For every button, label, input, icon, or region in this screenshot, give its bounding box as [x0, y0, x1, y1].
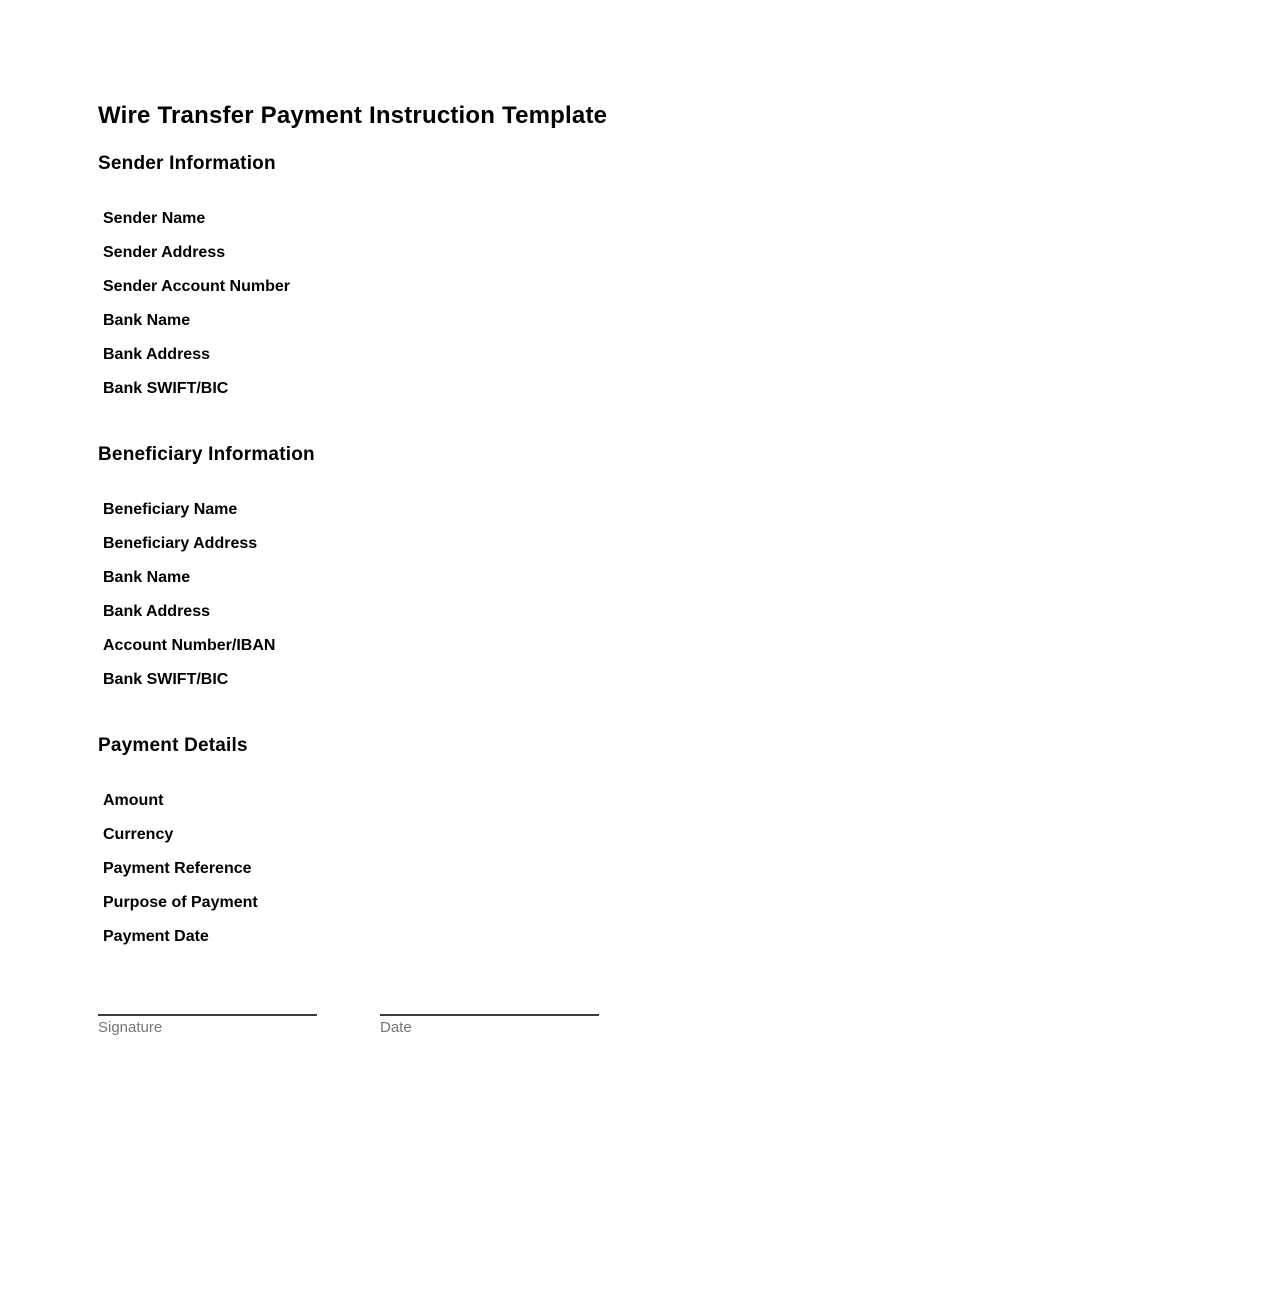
field-list-sender: [98, 202, 1278, 406]
field-label-beneficiary-bank-address: Bank Address: [103, 603, 210, 620]
field-label-payment-reference: Payment Reference: [103, 860, 252, 877]
section-beneficiary-information: [98, 444, 1278, 697]
section-heading-payment-details: Payment Details: [98, 735, 248, 756]
signature-label: Signature: [98, 1019, 163, 1036]
field-label-sender-address: Sender Address: [103, 244, 226, 261]
field-label-purpose-of-payment: Purpose of Payment: [103, 894, 258, 911]
field-label-sender-account-number: Sender Account Number: [103, 278, 290, 295]
field-list-payment: [98, 784, 1278, 954]
section-heading-sender-information: Sender Information: [98, 153, 276, 174]
field-label-sender-bank-address: Bank Address: [103, 346, 210, 363]
field-label-sender-bank-name: Bank Name: [103, 312, 191, 329]
field-label-sender-bank-swift-bic: Bank SWIFT/BIC: [103, 380, 229, 397]
page-title: Wire Transfer Payment Instruction Template: [98, 102, 608, 129]
section-sender-information: [98, 153, 1278, 406]
signature-block: [98, 1014, 1278, 1037]
field-list-beneficiary: [98, 493, 1278, 697]
field-label-currency: Currency: [103, 826, 174, 843]
section-heading-beneficiary-information: Beneficiary Information: [98, 444, 315, 465]
date-line: [380, 1014, 599, 1037]
field-label-beneficiary-address: Beneficiary Address: [103, 535, 258, 552]
field-label-sender-name: Sender Name: [103, 210, 206, 227]
field-label-beneficiary-name: Beneficiary Name: [103, 501, 238, 518]
section-payment-details: [98, 735, 1278, 954]
field-label-payment-date: Payment Date: [103, 928, 209, 945]
signature-line: [98, 1014, 317, 1037]
field-label-amount: Amount: [103, 792, 164, 809]
field-label-beneficiary-bank-name: Bank Name: [103, 569, 191, 586]
date-label: Date: [380, 1019, 412, 1036]
field-label-account-number-iban: Account Number/IBAN: [103, 637, 276, 654]
field-label-beneficiary-bank-swift-bic: Bank SWIFT/BIC: [103, 671, 229, 688]
